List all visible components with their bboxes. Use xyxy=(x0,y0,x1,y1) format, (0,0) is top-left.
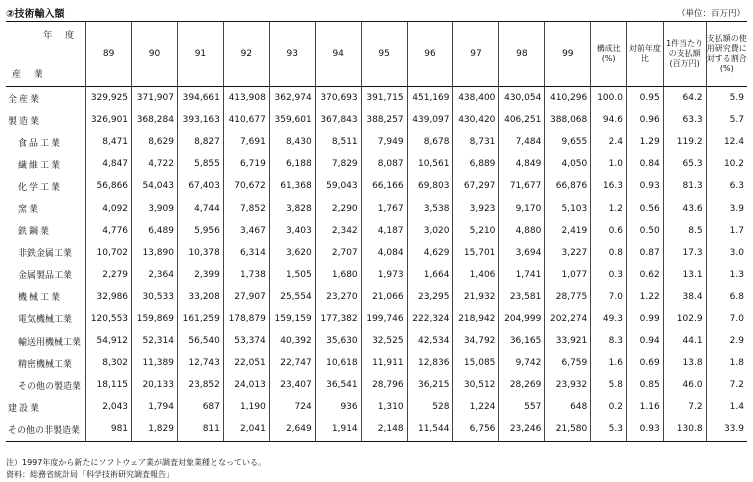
amount-cell: 393,163 xyxy=(177,109,223,131)
amount-cell: 13,890 xyxy=(132,242,178,264)
amount-cell: 391,715 xyxy=(361,87,407,110)
table-row xyxy=(6,396,747,418)
ratio-cell: 16.3 xyxy=(591,175,627,197)
yoy-ratio-header: 対前年度比 xyxy=(626,22,663,87)
amount-cell: 28,775 xyxy=(545,286,591,308)
ratio-cell: 1.2 xyxy=(591,197,627,219)
amount-cell: 23,295 xyxy=(407,286,453,308)
ratio-cell: 1.29 xyxy=(626,131,663,153)
ratio-cell: 0.3 xyxy=(591,264,627,286)
amount-cell: 8,430 xyxy=(269,131,315,153)
amount-cell: 1,738 xyxy=(223,264,269,286)
amount-cell: 21,932 xyxy=(453,286,499,308)
amount-cell: 10,618 xyxy=(315,352,361,374)
ratio-cell: 0.62 xyxy=(626,264,663,286)
year-header: 97 xyxy=(453,22,499,87)
technology-import-table xyxy=(6,21,747,442)
table-row xyxy=(6,308,747,330)
amount-cell: 30,512 xyxy=(453,374,499,396)
amount-cell: 33,208 xyxy=(177,286,223,308)
industry-label: 食品工業 xyxy=(18,138,63,149)
amount-cell: 33,921 xyxy=(545,330,591,352)
amount-cell: 6,314 xyxy=(223,242,269,264)
amount-cell: 1,190 xyxy=(223,396,269,418)
amount-cell: 394,661 xyxy=(177,87,223,110)
table-row xyxy=(6,131,747,153)
amount-cell: 23,407 xyxy=(269,374,315,396)
corner-fiscal-year: 年 度 xyxy=(43,31,80,41)
amount-cell: 8,629 xyxy=(132,131,178,153)
ratio-cell: 5.3 xyxy=(591,418,627,441)
amount-cell: 3,620 xyxy=(269,242,315,264)
amount-cell: 4,744 xyxy=(177,197,223,219)
amount-cell: 69,803 xyxy=(407,175,453,197)
industry-label: 鉄鋼業 xyxy=(18,227,52,238)
amount-cell: 7,484 xyxy=(499,131,545,153)
corner-industry: 産 業 xyxy=(12,70,48,80)
amount-cell: 8,087 xyxy=(361,153,407,175)
amount-cell: 2,342 xyxy=(315,220,361,242)
ratio-cell: 1.8 xyxy=(706,352,747,374)
ratio-cell: 0.84 xyxy=(626,153,663,175)
industry-label: 製造業 xyxy=(8,116,42,127)
ratio-cell: 13.1 xyxy=(663,264,706,286)
amount-cell: 120,553 xyxy=(86,308,132,330)
amount-cell: 1,680 xyxy=(315,264,361,286)
amount-cell: 202,274 xyxy=(545,308,591,330)
table-row xyxy=(6,242,747,264)
amount-cell: 388,068 xyxy=(545,109,591,131)
amount-cell: 2,041 xyxy=(223,418,269,441)
industry-label: 輸送用機械工業 xyxy=(18,337,82,348)
ratio-cell: 63.3 xyxy=(663,109,706,131)
amount-cell: 56,866 xyxy=(86,175,132,197)
amount-cell: 22,051 xyxy=(223,352,269,374)
table-row xyxy=(6,264,747,286)
amount-cell: 177,382 xyxy=(315,308,361,330)
industry-label: 窯業 xyxy=(18,205,41,216)
amount-cell: 4,629 xyxy=(407,242,453,264)
amount-cell: 23,932 xyxy=(545,374,591,396)
amount-cell: 6,489 xyxy=(132,220,178,242)
year-header: 99 xyxy=(545,22,591,87)
amount-cell: 28,796 xyxy=(361,374,407,396)
year-header: 94 xyxy=(315,22,361,87)
ratio-cell: 0.93 xyxy=(626,175,663,197)
ratio-cell: 65.3 xyxy=(663,153,706,175)
amount-cell: 40,392 xyxy=(269,330,315,352)
composition-ratio-header: 構成比(%) xyxy=(591,22,627,87)
ratio-cell: 0.6 xyxy=(591,220,627,242)
amount-cell: 2,148 xyxy=(361,418,407,441)
amount-cell: 32,986 xyxy=(86,286,132,308)
amount-cell: 4,050 xyxy=(545,153,591,175)
amount-cell: 430,054 xyxy=(499,87,545,110)
ratio-cell: 13.8 xyxy=(663,352,706,374)
amount-cell: 3,694 xyxy=(499,242,545,264)
amount-cell: 66,166 xyxy=(361,175,407,197)
amount-cell: 8,827 xyxy=(177,131,223,153)
amount-cell: 1,406 xyxy=(453,264,499,286)
amount-cell: 1,224 xyxy=(453,396,499,418)
industry-label: 全産業 xyxy=(8,94,42,105)
ratio-cell: 119.2 xyxy=(663,131,706,153)
ratio-cell: 7.0 xyxy=(591,286,627,308)
amount-cell: 1,914 xyxy=(315,418,361,441)
industry-label: 建設業 xyxy=(8,403,42,414)
amount-cell: 1,741 xyxy=(499,264,545,286)
amount-cell: 22,747 xyxy=(269,352,315,374)
ratio-cell: 0.95 xyxy=(626,87,663,110)
payment-research-ratio-header: 支払額の使用研究費に対する割合(%) xyxy=(706,22,747,87)
ratio-cell: 17.3 xyxy=(663,242,706,264)
amount-cell: 413,908 xyxy=(223,87,269,110)
amount-cell: 451,169 xyxy=(407,87,453,110)
ratio-cell: 1.0 xyxy=(591,153,627,175)
amount-cell: 66,876 xyxy=(545,175,591,197)
amount-cell: 12,836 xyxy=(407,352,453,374)
amount-cell: 9,655 xyxy=(545,131,591,153)
amount-cell: 528 xyxy=(407,396,453,418)
amount-cell: 71,677 xyxy=(499,175,545,197)
amount-cell: 7,691 xyxy=(223,131,269,153)
amount-cell: 178,879 xyxy=(223,308,269,330)
table-row xyxy=(6,153,747,175)
ratio-cell: 46.0 xyxy=(663,374,706,396)
industry-label: 電気機械工業 xyxy=(18,315,73,326)
amount-cell: 8,731 xyxy=(453,131,499,153)
amount-cell: 3,923 xyxy=(453,197,499,219)
year-header: 92 xyxy=(223,22,269,87)
amount-cell: 5,103 xyxy=(545,197,591,219)
amount-cell: 25,554 xyxy=(269,286,315,308)
footnote: 注）1997年度から新たにソフトウェア業が調査対象業種となっている。 xyxy=(6,458,267,467)
amount-cell: 42,534 xyxy=(407,330,453,352)
table-row xyxy=(6,197,747,219)
amount-cell: 648 xyxy=(545,396,591,418)
amount-cell: 359,601 xyxy=(269,109,315,131)
industry-label: 精密機械工業 xyxy=(18,359,73,370)
amount-cell: 6,759 xyxy=(545,352,591,374)
amount-cell: 5,956 xyxy=(177,220,223,242)
amount-cell: 218,942 xyxy=(453,308,499,330)
amount-cell: 8,471 xyxy=(86,131,132,153)
table-row xyxy=(6,374,747,396)
amount-cell: 159,869 xyxy=(132,308,178,330)
table-body xyxy=(6,87,747,442)
ratio-cell: 0.87 xyxy=(626,242,663,264)
amount-cell: 2,279 xyxy=(86,264,132,286)
amount-cell: 8,678 xyxy=(407,131,453,153)
amount-cell: 23,270 xyxy=(315,286,361,308)
ratio-cell: 0.2 xyxy=(591,396,627,418)
ratio-cell: 1.22 xyxy=(626,286,663,308)
amount-cell: 2,707 xyxy=(315,242,361,264)
ratio-cell: 1.3 xyxy=(706,264,747,286)
amount-cell: 67,297 xyxy=(453,175,499,197)
amount-cell: 2,290 xyxy=(315,197,361,219)
ratio-cell: 8.5 xyxy=(663,220,706,242)
amount-cell: 10,702 xyxy=(86,242,132,264)
ratio-cell: 10.2 xyxy=(706,153,747,175)
ratio-cell: 6.3 xyxy=(706,175,747,197)
amount-cell: 4,849 xyxy=(499,153,545,175)
ratio-cell: 43.6 xyxy=(663,197,706,219)
amount-cell: 23,581 xyxy=(499,286,545,308)
amount-cell: 54,912 xyxy=(86,330,132,352)
ratio-cell: 0.8 xyxy=(591,242,627,264)
ratio-cell: 1.7 xyxy=(706,220,747,242)
industry-label: 化学工業 xyxy=(18,182,63,193)
amount-cell: 438,400 xyxy=(453,87,499,110)
ratio-cell: 94.6 xyxy=(591,109,627,131)
amount-cell: 161,259 xyxy=(177,308,223,330)
corner-header xyxy=(6,22,86,87)
amount-cell: 9,170 xyxy=(499,197,545,219)
ratio-cell: 0.50 xyxy=(626,220,663,242)
amount-cell: 362,974 xyxy=(269,87,315,110)
ratio-cell: 0.56 xyxy=(626,197,663,219)
amount-cell: 410,677 xyxy=(223,109,269,131)
industry-label: その他の製造業 xyxy=(18,381,82,392)
amount-cell: 4,092 xyxy=(86,197,132,219)
amount-cell: 54,043 xyxy=(132,175,178,197)
amount-cell: 2,419 xyxy=(545,220,591,242)
amount-cell: 1,077 xyxy=(545,264,591,286)
amount-cell: 70,672 xyxy=(223,175,269,197)
amount-cell: 811 xyxy=(177,418,223,441)
amount-cell: 222,324 xyxy=(407,308,453,330)
amount-cell: 35,630 xyxy=(315,330,361,352)
ratio-cell: 0.69 xyxy=(626,352,663,374)
amount-cell: 20,133 xyxy=(132,374,178,396)
amount-cell: 3,227 xyxy=(545,242,591,264)
header-row xyxy=(6,22,747,87)
amount-cell: 1,829 xyxy=(132,418,178,441)
ratio-cell: 49.3 xyxy=(591,308,627,330)
amount-cell: 1,310 xyxy=(361,396,407,418)
amount-cell: 10,378 xyxy=(177,242,223,264)
amount-cell: 4,776 xyxy=(86,220,132,242)
table-title: ②技術輸入額 xyxy=(6,9,65,20)
amount-cell: 56,540 xyxy=(177,330,223,352)
ratio-cell: 81.3 xyxy=(663,175,706,197)
amount-cell: 21,066 xyxy=(361,286,407,308)
amount-cell: 4,084 xyxy=(361,242,407,264)
amount-cell: 3,403 xyxy=(269,220,315,242)
ratio-cell: 2.9 xyxy=(706,330,747,352)
amount-cell: 11,544 xyxy=(407,418,453,441)
ratio-cell: 1.16 xyxy=(626,396,663,418)
ratio-cell: 7.2 xyxy=(663,396,706,418)
amount-cell: 410,296 xyxy=(545,87,591,110)
amount-cell: 7,949 xyxy=(361,131,407,153)
amount-cell: 7,829 xyxy=(315,153,361,175)
amount-cell: 370,693 xyxy=(315,87,361,110)
amount-cell: 7,852 xyxy=(223,197,269,219)
amount-cell: 4,880 xyxy=(499,220,545,242)
amount-cell: 24,013 xyxy=(223,374,269,396)
amount-cell: 1,664 xyxy=(407,264,453,286)
amount-cell: 61,368 xyxy=(269,175,315,197)
amount-cell: 23,852 xyxy=(177,374,223,396)
amount-cell: 199,746 xyxy=(361,308,407,330)
ratio-cell: 3.0 xyxy=(706,242,747,264)
ratio-cell: 1.6 xyxy=(591,352,627,374)
year-header: 96 xyxy=(407,22,453,87)
year-header: 90 xyxy=(132,22,178,87)
amount-cell: 59,043 xyxy=(315,175,361,197)
industry-label: 非鉄金属工業 xyxy=(18,249,73,260)
amount-cell: 936 xyxy=(315,396,361,418)
amount-cell: 23,246 xyxy=(499,418,545,441)
amount-cell: 1,973 xyxy=(361,264,407,286)
amount-cell: 367,843 xyxy=(315,109,361,131)
amount-cell: 1,794 xyxy=(132,396,178,418)
amount-cell: 36,541 xyxy=(315,374,361,396)
year-header: 98 xyxy=(499,22,545,87)
amount-cell: 159,159 xyxy=(269,308,315,330)
amount-cell: 9,742 xyxy=(499,352,545,374)
year-header: 95 xyxy=(361,22,407,87)
ratio-cell: 0.85 xyxy=(626,374,663,396)
ratio-cell: 44.1 xyxy=(663,330,706,352)
ratio-cell: 3.9 xyxy=(706,197,747,219)
amount-cell: 11,911 xyxy=(361,352,407,374)
table-row xyxy=(6,418,747,441)
ratio-cell: 0.99 xyxy=(626,308,663,330)
table-row xyxy=(6,109,747,131)
ratio-cell: 64.2 xyxy=(663,87,706,110)
amount-cell: 5,855 xyxy=(177,153,223,175)
amount-cell: 18,115 xyxy=(86,374,132,396)
table-row xyxy=(6,175,747,197)
ratio-cell: 0.96 xyxy=(626,109,663,131)
ratio-cell: 1.4 xyxy=(706,396,747,418)
amount-cell: 4,722 xyxy=(132,153,178,175)
amount-cell: 53,374 xyxy=(223,330,269,352)
industry-label: その他の非製造業 xyxy=(6,418,86,441)
amount-cell: 1,767 xyxy=(361,197,407,219)
amount-cell: 371,907 xyxy=(132,87,178,110)
ratio-cell: 6.8 xyxy=(706,286,747,308)
source-note: 資料：総務省統計局「科学技術研究調査報告」 xyxy=(6,470,174,479)
amount-cell: 15,085 xyxy=(453,352,499,374)
ratio-cell: 0.94 xyxy=(626,330,663,352)
ratio-cell: 102.9 xyxy=(663,308,706,330)
amount-cell: 724 xyxy=(269,396,315,418)
amount-cell: 12,743 xyxy=(177,352,223,374)
amount-cell: 36,165 xyxy=(499,330,545,352)
ratio-cell: 12.4 xyxy=(706,131,747,153)
ratio-cell: 8.3 xyxy=(591,330,627,352)
amount-cell: 368,284 xyxy=(132,109,178,131)
payment-per-case-header: 1件当たりの支払額(百万円) xyxy=(663,22,706,87)
ratio-cell: 7.0 xyxy=(706,308,747,330)
ratio-cell: 100.0 xyxy=(591,87,627,110)
amount-cell: 3,909 xyxy=(132,197,178,219)
table-row xyxy=(6,87,747,110)
unit-label: （単位：百万円） xyxy=(676,9,745,19)
table-row xyxy=(6,286,747,308)
ratio-cell: 130.8 xyxy=(663,418,706,441)
amount-cell: 687 xyxy=(177,396,223,418)
amount-cell: 6,719 xyxy=(223,153,269,175)
industry-label: 金属製品工業 xyxy=(18,271,73,282)
ratio-cell: 5.8 xyxy=(591,374,627,396)
amount-cell: 21,580 xyxy=(545,418,591,441)
amount-cell: 8,511 xyxy=(315,131,361,153)
table-row xyxy=(6,220,747,242)
amount-cell: 3,020 xyxy=(407,220,453,242)
amount-cell: 981 xyxy=(86,418,132,441)
amount-cell: 8,302 xyxy=(86,352,132,374)
amount-cell: 10,561 xyxy=(407,153,453,175)
amount-cell: 34,792 xyxy=(453,330,499,352)
amount-cell: 36,215 xyxy=(407,374,453,396)
amount-cell: 2,043 xyxy=(86,396,132,418)
amount-cell: 406,251 xyxy=(499,109,545,131)
year-header: 89 xyxy=(86,22,132,87)
amount-cell: 6,889 xyxy=(453,153,499,175)
amount-cell: 204,999 xyxy=(499,308,545,330)
amount-cell: 5,210 xyxy=(453,220,499,242)
amount-cell: 52,314 xyxy=(132,330,178,352)
amount-cell: 67,403 xyxy=(177,175,223,197)
ratio-cell: 7.2 xyxy=(706,374,747,396)
amount-cell: 2,399 xyxy=(177,264,223,286)
amount-cell: 32,525 xyxy=(361,330,407,352)
industry-label: 繊維工業 xyxy=(18,160,63,171)
ratio-cell: 33.9 xyxy=(706,418,747,441)
industry-label: 機械工業 xyxy=(18,293,63,304)
amount-cell: 11,389 xyxy=(132,352,178,374)
year-header: 93 xyxy=(269,22,315,87)
amount-cell: 329,925 xyxy=(86,87,132,110)
amount-cell: 6,756 xyxy=(453,418,499,441)
amount-cell: 326,901 xyxy=(86,109,132,131)
amount-cell: 4,847 xyxy=(86,153,132,175)
ratio-cell: 5.7 xyxy=(706,109,747,131)
amount-cell: 3,538 xyxy=(407,197,453,219)
amount-cell: 388,257 xyxy=(361,109,407,131)
amount-cell: 28,269 xyxy=(499,374,545,396)
amount-cell: 2,649 xyxy=(269,418,315,441)
amount-cell: 430,420 xyxy=(453,109,499,131)
amount-cell: 439,097 xyxy=(407,109,453,131)
year-header: 91 xyxy=(177,22,223,87)
table-row xyxy=(6,330,747,352)
amount-cell: 3,467 xyxy=(223,220,269,242)
amount-cell: 2,364 xyxy=(132,264,178,286)
ratio-cell: 2.4 xyxy=(591,131,627,153)
amount-cell: 557 xyxy=(499,396,545,418)
amount-cell: 30,533 xyxy=(132,286,178,308)
amount-cell: 1,505 xyxy=(269,264,315,286)
amount-cell: 27,907 xyxy=(223,286,269,308)
ratio-cell: 38.4 xyxy=(663,286,706,308)
ratio-cell: 5.9 xyxy=(706,87,747,110)
ratio-cell: 0.93 xyxy=(626,418,663,441)
amount-cell: 6,188 xyxy=(269,153,315,175)
amount-cell: 15,701 xyxy=(453,242,499,264)
table-row xyxy=(6,352,747,374)
amount-cell: 3,828 xyxy=(269,197,315,219)
amount-cell: 4,187 xyxy=(361,220,407,242)
